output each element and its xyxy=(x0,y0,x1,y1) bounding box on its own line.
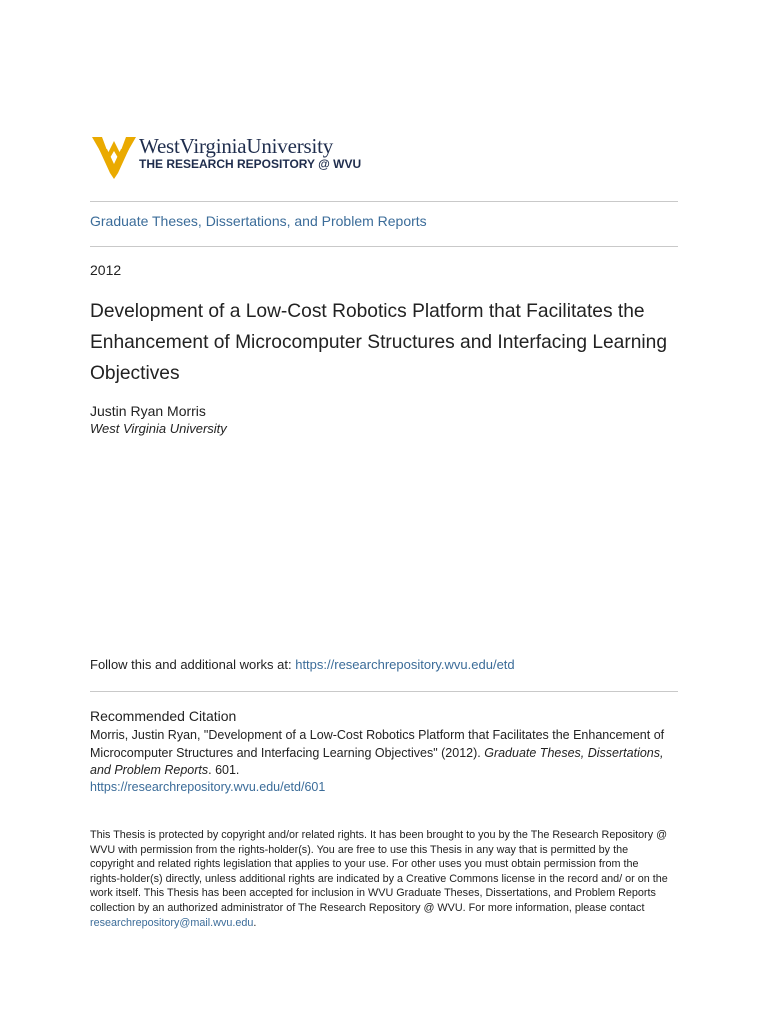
citation-heading: Recommended Citation xyxy=(90,708,237,724)
paper-title: Development of a Low-Cost Robotics Platform that Facilitates the Enhancement of Microcomputer Structures and Interfacing Learning Objectives xyxy=(90,301,668,384)
author-affiliation: West Virginia University xyxy=(90,421,227,436)
follow-link[interactable]: https://researchrepository.wvu.edu/etd xyxy=(295,657,515,672)
wvu-logo[interactable] xyxy=(91,133,371,181)
citation-series: Graduate Theses, Dissertations, and Problem Reports xyxy=(90,745,664,777)
citation-link[interactable]: https://researchrepository.wvu.edu/etd/601 xyxy=(90,780,326,794)
author-name: Justin Ryan Morris xyxy=(90,403,206,419)
publication-year: 2012 xyxy=(90,262,122,278)
contact-email-link[interactable]: researchrepository@mail.wvu.edu xyxy=(90,916,254,929)
citation-plain: Morris, Justin Ryan, "Development of a Low-Cost Robotics Platform that Facilitates the Enhancement of Microcomputer Structures and Interfacing Learning Objectives" (2012). xyxy=(90,728,665,760)
citation-tail: . 601. xyxy=(208,763,240,777)
notice-text: This Thesis is protected by copyright and/or related rights. It has been brought to you by the The Research Repository @ WVU with permission from the rights-holder(s). You are free to use this Thesis in any way that is permitted by the copyright and related rights legislation that applies to your use. For other uses you must obtain permission from the rights-holder(s) directly, unless additional rights are indicated by a Creative Commons license in the record and/ or on the work itself. This Thesis has been accepted for inclusion in WVU Graduate Theses, Dissertations, and Problem Reports collection by an authorized administrator of The Research Repository @ WVU. For more information, please contact xyxy=(90,829,668,914)
divider xyxy=(90,246,678,247)
divider xyxy=(90,691,678,692)
series-link[interactable]: Graduate Theses, Dissertations, and Problem Reports xyxy=(90,213,427,229)
follow-line xyxy=(90,657,515,672)
notice-end: . xyxy=(253,916,257,929)
repository-name: THE RESEARCH REPOSITORY @ WVU xyxy=(139,157,362,171)
divider xyxy=(90,201,678,202)
follow-text: Follow this and additional works at: xyxy=(90,657,296,672)
wvu-flying-wv-icon xyxy=(91,133,137,179)
university-name: WestVirginiaUniversity xyxy=(139,134,334,158)
citation-text xyxy=(90,727,680,780)
copyright-notice xyxy=(90,828,670,930)
